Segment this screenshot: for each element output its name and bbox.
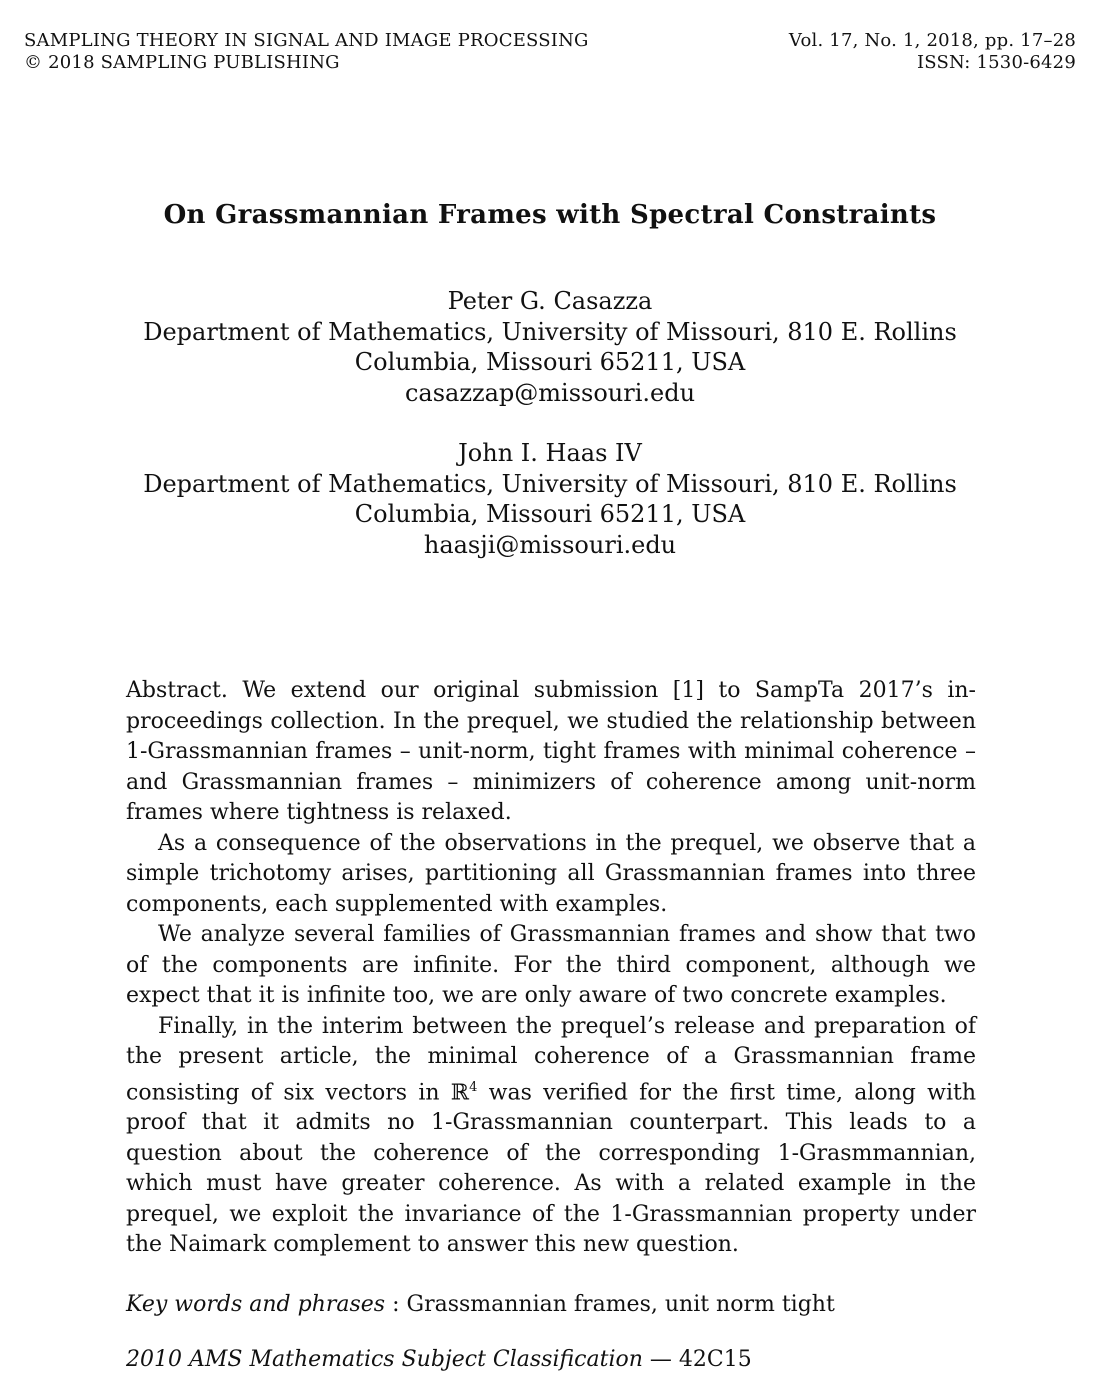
author-affiliation: Department of Mathematics, University of Missouri, 810 E. Rollins bbox=[143, 469, 957, 498]
running-header-left bbox=[24, 30, 589, 74]
author-address: Columbia, Missouri 65211, USA bbox=[354, 500, 746, 528]
abstract bbox=[126, 676, 976, 1261]
author-name: John I. Haas IV bbox=[458, 439, 642, 467]
msc-label: 2010 AMS Mathematics Subject Classification bbox=[126, 1347, 643, 1372]
superscript: 4 bbox=[469, 1079, 478, 1095]
abstract-paragraph bbox=[126, 1012, 976, 1261]
keywords bbox=[126, 1292, 835, 1317]
author-block bbox=[0, 286, 1100, 408]
running-header-right bbox=[789, 30, 1076, 74]
abstract-paragraph: As a consequence of the observations in the prequel, we observe that a simple trichotomy arises, partitioning all Grassmannian frames into three components, each supplemented with examples. bbox=[126, 830, 976, 917]
keywords-separator: : bbox=[385, 1292, 407, 1317]
abstract-text: Finally, in the interim between the prequel’s release and preparation of the present article, the minimal coherence of a Grassmannian frame consisting of six vectors in ℝ bbox=[126, 1013, 976, 1105]
issn: ISSN: 1530-6429 bbox=[916, 52, 1076, 73]
author-block bbox=[0, 438, 1100, 560]
msc-value: 42C15 bbox=[678, 1347, 752, 1372]
subject-classification bbox=[126, 1347, 752, 1372]
paper-title: On Grassmannian Frames with Spectral Constraints bbox=[163, 200, 937, 230]
keywords-value: Grassmannian frames, unit norm tight bbox=[406, 1292, 835, 1317]
copyright-line: © 2018 SAMPLING PUBLISHING bbox=[24, 52, 340, 73]
abstract-paragraph: Abstract. We extend our original submission [1] to SampTa 2017’s in-proceedings collection. In the prequel, we studied the relationship between 1-Grassmannian frames – unit-norm, tight frames with minimal coherence – and Grassmannian frames – minimizers of coherence among unit-norm frames where tightness is relaxed. bbox=[126, 678, 976, 825]
abstract-paragraph: We analyze several families of Grassmannian frames and show that two of the components are infinite. For the third component, although we expect that it is infinite too, we are only aware of two concrete examples. bbox=[126, 922, 976, 1008]
msc-separator: — bbox=[642, 1347, 679, 1372]
abstract-text: was verified for the first time, along with proof that it admits no 1-Grassmannian counterpart. This leads to a question about the coherence of the corresponding 1-Grasmmannian, which must have greater coherence. As with a related example in the prequel, we exploit the invariance of the 1-Grassmannian property under the Naimark complement to answer this new question. bbox=[126, 1079, 977, 1258]
author-name: Peter G. Casazza bbox=[447, 287, 653, 315]
volume-info: Vol. 17, No. 1, 2018, pp. 17–28 bbox=[788, 30, 1076, 51]
author-email[interactable]: casazzap@missouri.edu bbox=[404, 378, 696, 407]
journal-name: SAMPLING THEORY IN SIGNAL AND IMAGE PROCESSING bbox=[24, 30, 589, 51]
author-email[interactable]: haasji@missouri.edu bbox=[423, 530, 677, 559]
author-address: Columbia, Missouri 65211, USA bbox=[354, 348, 746, 376]
keywords-label: Key words and phrases bbox=[126, 1292, 386, 1317]
author-affiliation: Department of Mathematics, University of Missouri, 810 E. Rollins bbox=[143, 317, 957, 346]
